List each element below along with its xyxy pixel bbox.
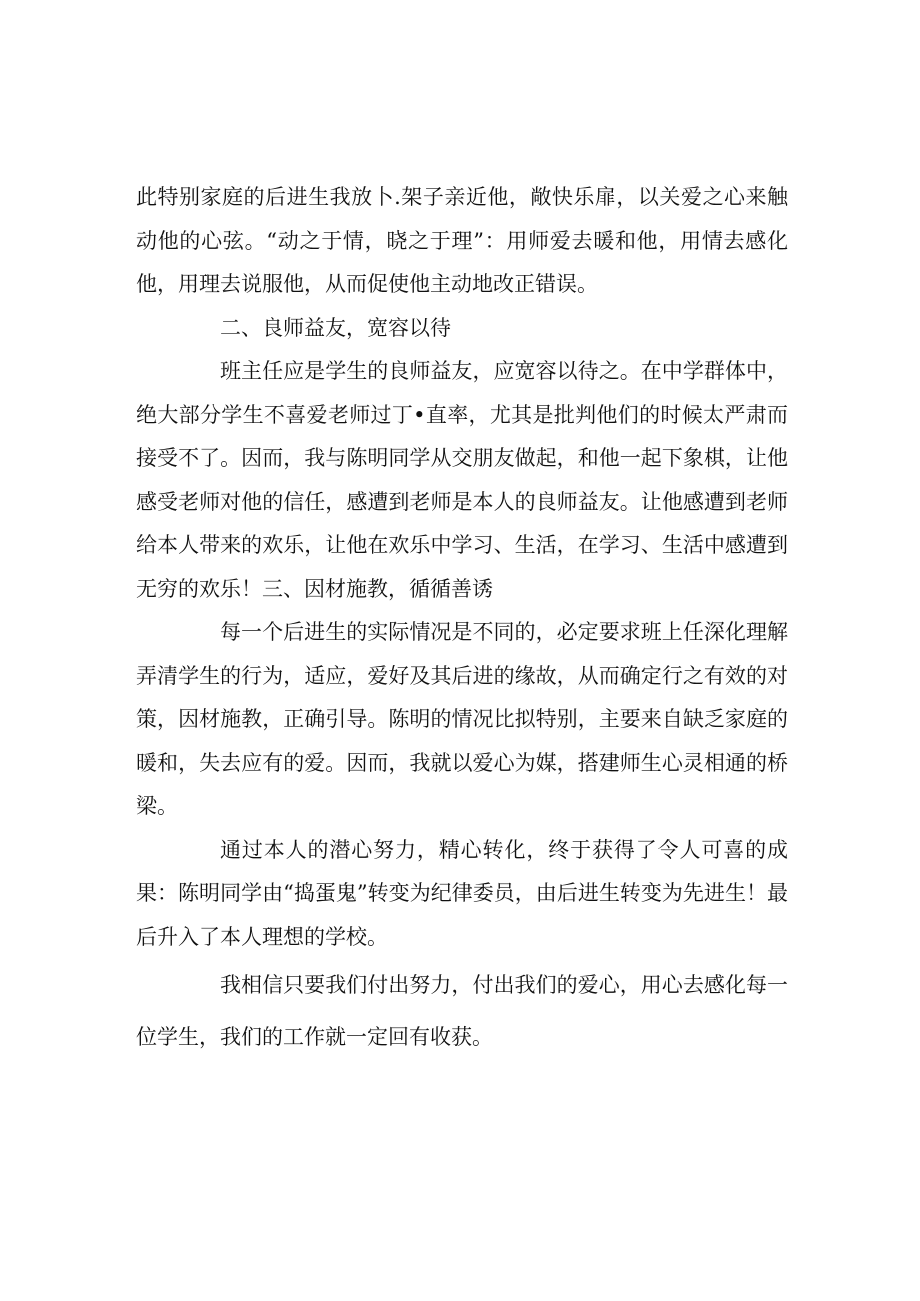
paragraph-continued: 此特别家庭的后进生我放卜.架子亲近他，敞快乐扉，以关爱之心来触动他的心弦。“动之于情，晓之于理”：用师爱去暖和他，用情去感化他，用理去说服他，从而促使他主动地改正错误。 xyxy=(136,185,788,296)
document-page xyxy=(136,176,788,1063)
paragraph-conclusion: 我相信只要我们付出努力，付出我们的爱心，用心去感化每一位学生，我们的工作就一定回有收获。 xyxy=(136,973,788,1049)
paragraph-friendship: 班主任应是学生的良师益友，应宽容以待之。在中学群体中，绝大部分学生不喜爱老师过丁•直率，尤其是批判他们的时候太严肃而接受不了。因而，我与陈明同学从交朋友做起，和他一起下象棋，让他感受老师对他的信任，感遭到老师是本人的良师益友。让他感遭到老师给本人带来的欢乐，让他在欢乐中学习、生活，在学习、生活中感遭到无穷的欢乐！三、因材施教，循循善诱 xyxy=(136,359,788,601)
section-heading-2: 二、良师益友，宽容以待 xyxy=(220,315,451,340)
paragraph-result: 通过本人的潜心努力，精心转化，终于获得了令人可喜的成果：陈明同学由“捣蛋鬼”转变为纪律委员，由后进生转变为先进生！最后升入了本人理想的学校。 xyxy=(136,837,788,949)
paragraph-teaching: 每一个后进生的实际情况是不同的，必定要求班上任深化理解弄清学生的行为，适应，爱好及其后进的缘故，从而确定行之有效的对策，因材施教，正确引导。陈明的情况比拟特别，主要来自缺乏家庭的暖和，失去应有的爱。因而，我就以爱心为媒，搭建师生心灵相通的桥梁。 xyxy=(136,620,788,818)
